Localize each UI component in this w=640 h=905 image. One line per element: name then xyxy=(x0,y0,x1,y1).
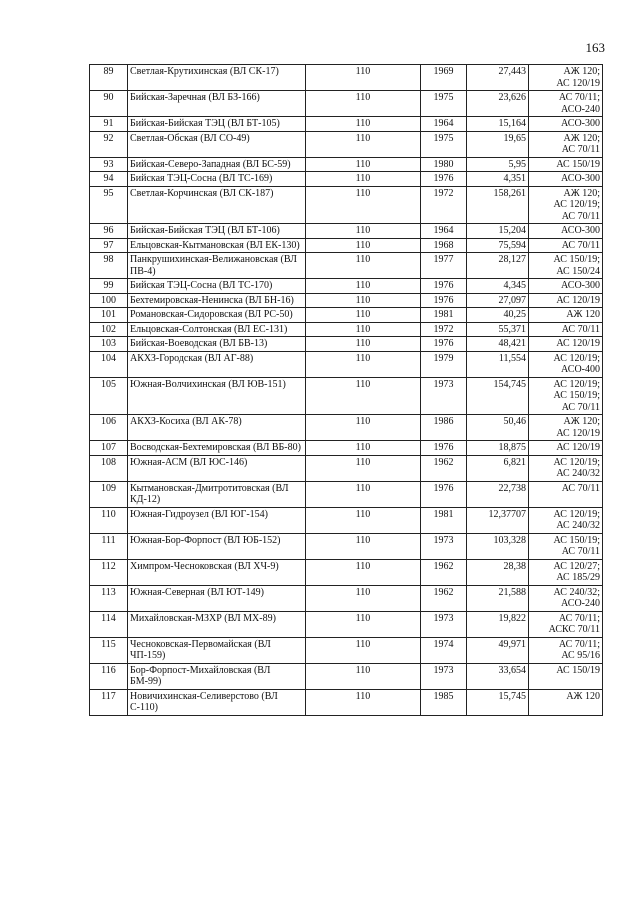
table-row xyxy=(90,559,603,585)
length-cell: 19,822 xyxy=(467,611,529,637)
year-cell: 1973 xyxy=(421,663,467,689)
wire-type-cell: АС 150/19 xyxy=(529,157,603,172)
row-number: 106 xyxy=(90,415,128,441)
length-cell: 19,65 xyxy=(467,131,529,157)
length-cell: 55,371 xyxy=(467,322,529,337)
wire-type-cell: АС 120/27; АС 185/29 xyxy=(529,559,603,585)
wire-type-cell: АСО-300 xyxy=(529,172,603,187)
year-cell: 1972 xyxy=(421,322,467,337)
table-row xyxy=(90,637,603,663)
voltage-cell: 110 xyxy=(306,663,421,689)
table-row xyxy=(90,322,603,337)
year-cell: 1976 xyxy=(421,481,467,507)
year-cell: 1980 xyxy=(421,157,467,172)
length-cell: 49,971 xyxy=(467,637,529,663)
row-number: 104 xyxy=(90,351,128,377)
year-cell: 1973 xyxy=(421,533,467,559)
voltage-cell: 110 xyxy=(306,481,421,507)
row-number: 109 xyxy=(90,481,128,507)
length-cell: 6,821 xyxy=(467,455,529,481)
voltage-cell: 110 xyxy=(306,455,421,481)
length-cell: 4,351 xyxy=(467,172,529,187)
wire-type-cell: АС 120/19 xyxy=(529,337,603,352)
wire-type-cell: АЖ 120; АС 120/19; АС 70/11 xyxy=(529,186,603,224)
length-cell: 11,554 xyxy=(467,351,529,377)
wire-type-cell: АС 240/32; АСО-240 xyxy=(529,585,603,611)
row-number: 110 xyxy=(90,507,128,533)
length-cell: 15,745 xyxy=(467,689,529,715)
table-row xyxy=(90,238,603,253)
wire-type-cell: АС 120/19; АСО-400 xyxy=(529,351,603,377)
wire-type-cell: АС 120/19; АС 240/32 xyxy=(529,507,603,533)
voltage-cell: 110 xyxy=(306,415,421,441)
year-cell: 1976 xyxy=(421,172,467,187)
table-row xyxy=(90,91,603,117)
year-cell: 1973 xyxy=(421,611,467,637)
line-name: Светлая-Обская (ВЛ СО-49) xyxy=(128,131,306,157)
row-number: 116 xyxy=(90,663,128,689)
length-cell: 15,164 xyxy=(467,117,529,132)
line-name: Ельцовская-Солтонская (ВЛ ЕС-131) xyxy=(128,322,306,337)
wire-type-cell: АС 150/19 xyxy=(529,663,603,689)
row-number: 102 xyxy=(90,322,128,337)
table-row xyxy=(90,308,603,323)
wire-type-cell: АЖ 120 xyxy=(529,689,603,715)
line-name: Романовская-Сидоровская (ВЛ РС-50) xyxy=(128,308,306,323)
wire-type-cell: АЖ 120; АС 120/19 xyxy=(529,65,603,91)
line-name: Михайловская-МЗХР (ВЛ МХ-89) xyxy=(128,611,306,637)
table-body xyxy=(90,65,603,716)
row-number: 101 xyxy=(90,308,128,323)
table-row xyxy=(90,533,603,559)
year-cell: 1964 xyxy=(421,224,467,239)
line-name: Восводская-Бехтемировская (ВЛ ВБ-80) xyxy=(128,441,306,456)
year-cell: 1962 xyxy=(421,559,467,585)
line-name: Бийская-Бийская ТЭЦ (ВЛ БТ-106) xyxy=(128,224,306,239)
row-number: 94 xyxy=(90,172,128,187)
table-row xyxy=(90,337,603,352)
line-name: Кытмановская-Дмитротитовская (ВЛ КД-12) xyxy=(128,481,306,507)
length-cell: 21,588 xyxy=(467,585,529,611)
row-number: 92 xyxy=(90,131,128,157)
table-row xyxy=(90,481,603,507)
wire-type-cell: АС 70/11 xyxy=(529,481,603,507)
length-cell: 75,594 xyxy=(467,238,529,253)
voltage-cell: 110 xyxy=(306,611,421,637)
line-name: Бийская ТЭЦ-Сосна (ВЛ ТС-169) xyxy=(128,172,306,187)
wire-type-cell: АС 70/11 xyxy=(529,238,603,253)
year-cell: 1985 xyxy=(421,689,467,715)
line-name: Южная-Северная (ВЛ ЮТ-149) xyxy=(128,585,306,611)
voltage-cell: 110 xyxy=(306,238,421,253)
table-row xyxy=(90,293,603,308)
table-row xyxy=(90,507,603,533)
voltage-cell: 110 xyxy=(306,224,421,239)
length-cell: 28,127 xyxy=(467,253,529,279)
row-number: 108 xyxy=(90,455,128,481)
row-number: 111 xyxy=(90,533,128,559)
length-cell: 18,875 xyxy=(467,441,529,456)
table-row xyxy=(90,253,603,279)
length-cell: 15,204 xyxy=(467,224,529,239)
wire-type-cell: АСО-300 xyxy=(529,279,603,294)
wire-type-cell: АСО-300 xyxy=(529,224,603,239)
row-number: 90 xyxy=(90,91,128,117)
line-name: АКХЗ-Городская (ВЛ АГ-88) xyxy=(128,351,306,377)
length-cell: 4,345 xyxy=(467,279,529,294)
length-cell: 158,261 xyxy=(467,186,529,224)
year-cell: 1972 xyxy=(421,186,467,224)
wire-type-cell: АЖ 120; АС 70/11 xyxy=(529,131,603,157)
year-cell: 1964 xyxy=(421,117,467,132)
line-name: Южная-АСМ (ВЛ ЮС-146) xyxy=(128,455,306,481)
wire-type-cell: АС 120/19; АС 150/19; АС 70/11 xyxy=(529,377,603,415)
line-name: Новичихинская-Селиверстово (ВЛ С-110) xyxy=(128,689,306,715)
voltage-cell: 110 xyxy=(306,377,421,415)
wire-type-cell: АЖ 120; АС 120/19 xyxy=(529,415,603,441)
row-number: 97 xyxy=(90,238,128,253)
voltage-cell: 110 xyxy=(306,172,421,187)
year-cell: 1973 xyxy=(421,377,467,415)
line-name: Панкрушихинская-Велижановская (ВЛ ПВ-4) xyxy=(128,253,306,279)
voltage-cell: 110 xyxy=(306,157,421,172)
year-cell: 1962 xyxy=(421,585,467,611)
length-cell: 40,25 xyxy=(467,308,529,323)
length-cell: 33,654 xyxy=(467,663,529,689)
voltage-cell: 110 xyxy=(306,117,421,132)
wire-type-cell: АС 70/11; АС 95/16 xyxy=(529,637,603,663)
table-row xyxy=(90,117,603,132)
table-row xyxy=(90,131,603,157)
line-name: Южная-Бор-Форпост (ВЛ ЮБ-152) xyxy=(128,533,306,559)
voltage-cell: 110 xyxy=(306,507,421,533)
voltage-cell: 110 xyxy=(306,689,421,715)
wire-type-cell: АСО-300 xyxy=(529,117,603,132)
wire-type-cell: АС 70/11; АСКС 70/11 xyxy=(529,611,603,637)
voltage-cell: 110 xyxy=(306,186,421,224)
table-row xyxy=(90,611,603,637)
year-cell: 1979 xyxy=(421,351,467,377)
line-name: Бор-Форпост-Михайловская (ВЛ БМ-99) xyxy=(128,663,306,689)
voltage-cell: 110 xyxy=(306,533,421,559)
wire-type-cell: АС 70/11 xyxy=(529,322,603,337)
row-number: 93 xyxy=(90,157,128,172)
line-name: Бийская ТЭЦ-Сосна (ВЛ ТС-170) xyxy=(128,279,306,294)
year-cell: 1976 xyxy=(421,441,467,456)
year-cell: 1974 xyxy=(421,637,467,663)
length-cell: 12,37707 xyxy=(467,507,529,533)
year-cell: 1962 xyxy=(421,455,467,481)
line-name: Южная-Волчихинская (ВЛ ЮВ-151) xyxy=(128,377,306,415)
voltage-cell: 110 xyxy=(306,65,421,91)
row-number: 114 xyxy=(90,611,128,637)
row-number: 98 xyxy=(90,253,128,279)
line-name: Ельцовская-Кытмановская (ВЛ ЕК-130) xyxy=(128,238,306,253)
year-cell: 1981 xyxy=(421,308,467,323)
voltage-cell: 110 xyxy=(306,279,421,294)
table-row xyxy=(90,65,603,91)
table-row xyxy=(90,351,603,377)
line-name: АКХЗ-Косиха (ВЛ АК-78) xyxy=(128,415,306,441)
wire-type-cell: АС 120/19; АС 240/32 xyxy=(529,455,603,481)
page-number: 163 xyxy=(585,40,605,55)
voltage-cell: 110 xyxy=(306,91,421,117)
length-cell: 50,46 xyxy=(467,415,529,441)
year-cell: 1975 xyxy=(421,91,467,117)
line-name: Бийская-Бийская ТЭЦ (ВЛ БТ-105) xyxy=(128,117,306,132)
power-lines-table xyxy=(89,64,603,716)
voltage-cell: 110 xyxy=(306,253,421,279)
table-row xyxy=(90,172,603,187)
voltage-cell: 110 xyxy=(306,351,421,377)
length-cell: 28,38 xyxy=(467,559,529,585)
length-cell: 154,745 xyxy=(467,377,529,415)
row-number: 95 xyxy=(90,186,128,224)
year-cell: 1986 xyxy=(421,415,467,441)
voltage-cell: 110 xyxy=(306,293,421,308)
line-name: Южная-Гидроузел (ВЛ ЮГ-154) xyxy=(128,507,306,533)
row-number: 99 xyxy=(90,279,128,294)
row-number: 115 xyxy=(90,637,128,663)
row-number: 100 xyxy=(90,293,128,308)
voltage-cell: 110 xyxy=(306,637,421,663)
line-name: Чесноковская-Первомайская (ВЛ ЧП-159) xyxy=(128,637,306,663)
row-number: 112 xyxy=(90,559,128,585)
row-number: 91 xyxy=(90,117,128,132)
year-cell: 1976 xyxy=(421,293,467,308)
voltage-cell: 110 xyxy=(306,585,421,611)
length-cell: 22,738 xyxy=(467,481,529,507)
voltage-cell: 110 xyxy=(306,559,421,585)
row-number: 89 xyxy=(90,65,128,91)
table-row xyxy=(90,377,603,415)
row-number: 103 xyxy=(90,337,128,352)
wire-type-cell: АС 120/19 xyxy=(529,293,603,308)
voltage-cell: 110 xyxy=(306,441,421,456)
table-row xyxy=(90,415,603,441)
length-cell: 27,097 xyxy=(467,293,529,308)
line-name: Бехтемировская-Ненинска (ВЛ БН-16) xyxy=(128,293,306,308)
line-name: Химпром-Чесноковская (ВЛ ХЧ-9) xyxy=(128,559,306,585)
table-row xyxy=(90,224,603,239)
length-cell: 5,95 xyxy=(467,157,529,172)
line-name: Светлая-Крутихинская (ВЛ СК-17) xyxy=(128,65,306,91)
wire-type-cell: АС 150/19; АС 150/24 xyxy=(529,253,603,279)
row-number: 105 xyxy=(90,377,128,415)
wire-type-cell: АС 70/11; АСО-240 xyxy=(529,91,603,117)
line-name: Бийская-Заречная (ВЛ БЗ-166) xyxy=(128,91,306,117)
line-name: Светлая-Корчинская (ВЛ СК-187) xyxy=(128,186,306,224)
table-row xyxy=(90,186,603,224)
table-row xyxy=(90,279,603,294)
length-cell: 27,443 xyxy=(467,65,529,91)
year-cell: 1969 xyxy=(421,65,467,91)
table-row xyxy=(90,663,603,689)
row-number: 117 xyxy=(90,689,128,715)
table-row xyxy=(90,441,603,456)
year-cell: 1976 xyxy=(421,337,467,352)
year-cell: 1977 xyxy=(421,253,467,279)
wire-type-cell: АС 120/19 xyxy=(529,441,603,456)
length-cell: 103,328 xyxy=(467,533,529,559)
table-row xyxy=(90,585,603,611)
length-cell: 23,626 xyxy=(467,91,529,117)
row-number: 107 xyxy=(90,441,128,456)
length-cell: 48,421 xyxy=(467,337,529,352)
table-row xyxy=(90,455,603,481)
year-cell: 1968 xyxy=(421,238,467,253)
line-name: Бийская-Северо-Западная (ВЛ БС-59) xyxy=(128,157,306,172)
voltage-cell: 110 xyxy=(306,308,421,323)
table-row xyxy=(90,689,603,715)
row-number: 113 xyxy=(90,585,128,611)
year-cell: 1975 xyxy=(421,131,467,157)
voltage-cell: 110 xyxy=(306,337,421,352)
line-name: Бийская-Воеводская (ВЛ БВ-13) xyxy=(128,337,306,352)
voltage-cell: 110 xyxy=(306,131,421,157)
year-cell: 1981 xyxy=(421,507,467,533)
table-row xyxy=(90,157,603,172)
wire-type-cell: АЖ 120 xyxy=(529,308,603,323)
voltage-cell: 110 xyxy=(306,322,421,337)
wire-type-cell: АС 150/19; АС 70/11 xyxy=(529,533,603,559)
year-cell: 1976 xyxy=(421,279,467,294)
row-number: 96 xyxy=(90,224,128,239)
